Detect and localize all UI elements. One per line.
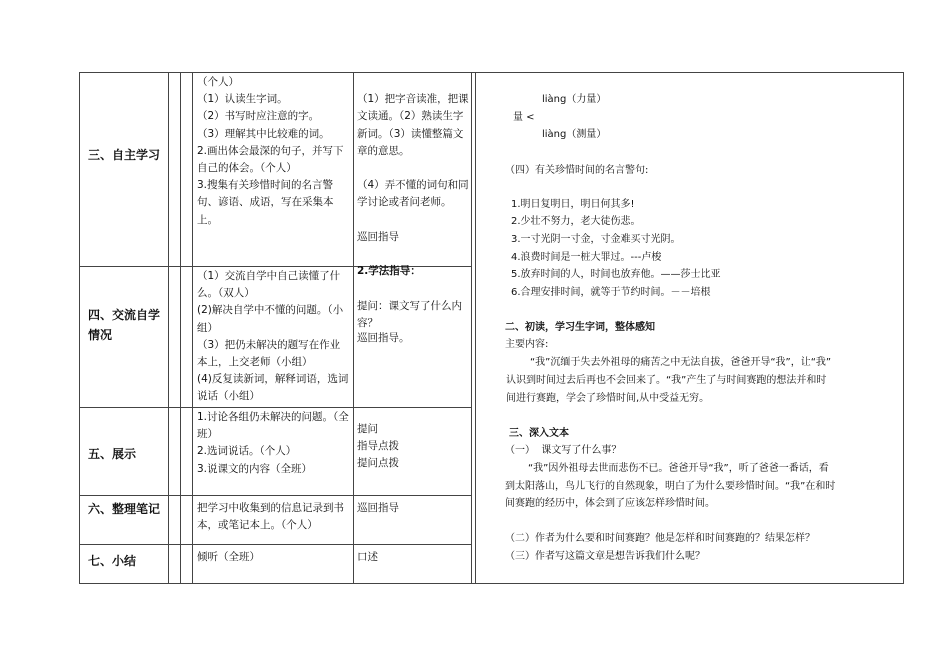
column-divider: [192, 72, 193, 584]
question-2: （二）作者为什么要和时间赛跑？他是怎样和时间赛跑的？结果怎样？: [505, 533, 815, 544]
row-label-presentation: 五、展示: [88, 447, 137, 461]
quote-item: 6.合理安排时间，就等于节约时间。－－培根: [511, 287, 711, 298]
teacher-line: 提问：课文写了什么内容？: [357, 299, 462, 329]
question-1: （一） 课文写了什么事？: [505, 445, 622, 456]
row-label-notes: 六、整理笔记: [88, 502, 161, 516]
quote-item: 5.放弃时间的人，时间也放弃他。——莎士比亚: [511, 269, 721, 280]
row-divider: [79, 407, 472, 408]
teacher-guidance-self-study: [357, 74, 469, 349]
section2-title: 二、初读，学习生字词，整体感知: [505, 322, 655, 333]
table-left-border: [79, 72, 80, 584]
row-label-exchange-text: 四、交流自学情况: [88, 308, 161, 342]
teacher-guidance-notes: 巡回指导: [357, 502, 399, 514]
quote-item: 1.明日复明日，明日何其多!: [511, 199, 635, 210]
student-activity-summary: 倾听（全班）: [197, 551, 260, 563]
column-divider: [471, 72, 472, 584]
column-divider: [353, 72, 354, 584]
teacher-line: 巡回指导: [357, 230, 399, 243]
method-guidance-heading: 2.学法指导：: [357, 265, 421, 278]
column-divider: [475, 72, 476, 584]
quote-item: 4.浪费时间是一桩大罪过。---卢梭: [511, 252, 662, 263]
pinyin-top: liàng（力量）: [542, 94, 607, 105]
quote-item: 3.一寸光阴一寸金，寸金难买寸光阴。: [511, 234, 681, 245]
main-content-line: “我”沉缅于失去外祖母的痛苦之中无法自拔，爸爸开导“我”，让“我”: [530, 357, 832, 368]
table-right-border: [903, 72, 904, 584]
section3-title: 三、深入文本: [509, 428, 569, 439]
question-3: （三）作者写这篇文章是想告诉我们什么呢？: [505, 551, 705, 562]
row-divider: [79, 544, 472, 545]
table-bottom-border: [79, 583, 904, 584]
answer-1-line: “我”因外祖母去世而悲伤不已。爸爸开导“我”，听了爸爸一番话，看: [528, 463, 829, 474]
column-divider: [168, 72, 169, 584]
column-divider: [180, 72, 181, 584]
table-top-border: [79, 72, 904, 73]
row-label-summary: 七、小结: [88, 554, 137, 568]
teacher-guidance-summary: 口述: [357, 551, 378, 563]
main-content-line: 认识到时间过去后再也不会回来了。“我”产生了与时间赛跑的想法并和时: [506, 375, 827, 386]
main-content-label: 主要内容:: [505, 339, 549, 350]
teacher-guidance-presentation: 提问 指导点拨 提问点拨: [357, 423, 399, 470]
row-label-self-study: 三、自主学习: [88, 148, 161, 162]
answer-1-line: 到太阳落山，鸟儿飞行的自然现象，明白了为什么要珍惜时间。“我”在和时: [505, 481, 836, 492]
pinyin-bottom: liàng（测量）: [542, 129, 607, 140]
row-divider: [79, 495, 472, 496]
row-label-exchange: [88, 305, 166, 345]
student-activity-exchange: （1）交流自学中自己读懂了什么。（双人） (2)解决自学中不懂的问题。（小组） （3）把仍未解决的题写在作业本上，上交老师（小组） (4)反复读新词，解释词语，选词说话（小组）: [197, 270, 349, 403]
answer-1-line: 间赛跑的经历中，体会到了应该怎样珍惜时间。: [505, 498, 715, 509]
teacher-line: （4）弄不懂的词句和同学讨论或者问老师。: [357, 179, 469, 209]
main-content-line: 间进行赛跑，学会了珍惜时间,从中受益无穷。: [506, 393, 710, 404]
student-activity-presentation: 1.讨论各组仍未解决的问题。（全班） 2.选词说话。（个人） 3.说课文的内容（全班）: [197, 411, 349, 475]
quote-item: 2.少壮不努力，老大徒伤悲。: [511, 216, 641, 227]
pinyin-char: 量 <: [513, 112, 535, 123]
student-activity-self-study: （个人） （1）认读生字词。 （2）书写时应注意的字。 （3）理解其中比较难的词。 2.画出体会最深的句子，并写下自己的体会。（个人） 3.搜集有关珍惜时间的名言警句、谚语、成语，写在采集本上。: [197, 76, 344, 226]
student-activity-notes: 把学习中收集到的信息记录到书本，或笔记本上。（个人）: [197, 502, 344, 532]
teacher-guidance-exchange: 巡回指导。: [357, 332, 410, 344]
teacher-line: （1）把字音读准，把课文读通。（2）熟读生字新词。（3）读懂整篇文章的意思。: [357, 93, 469, 157]
quotes-heading: （四）有关珍惜时间的名言警句:: [505, 165, 649, 176]
